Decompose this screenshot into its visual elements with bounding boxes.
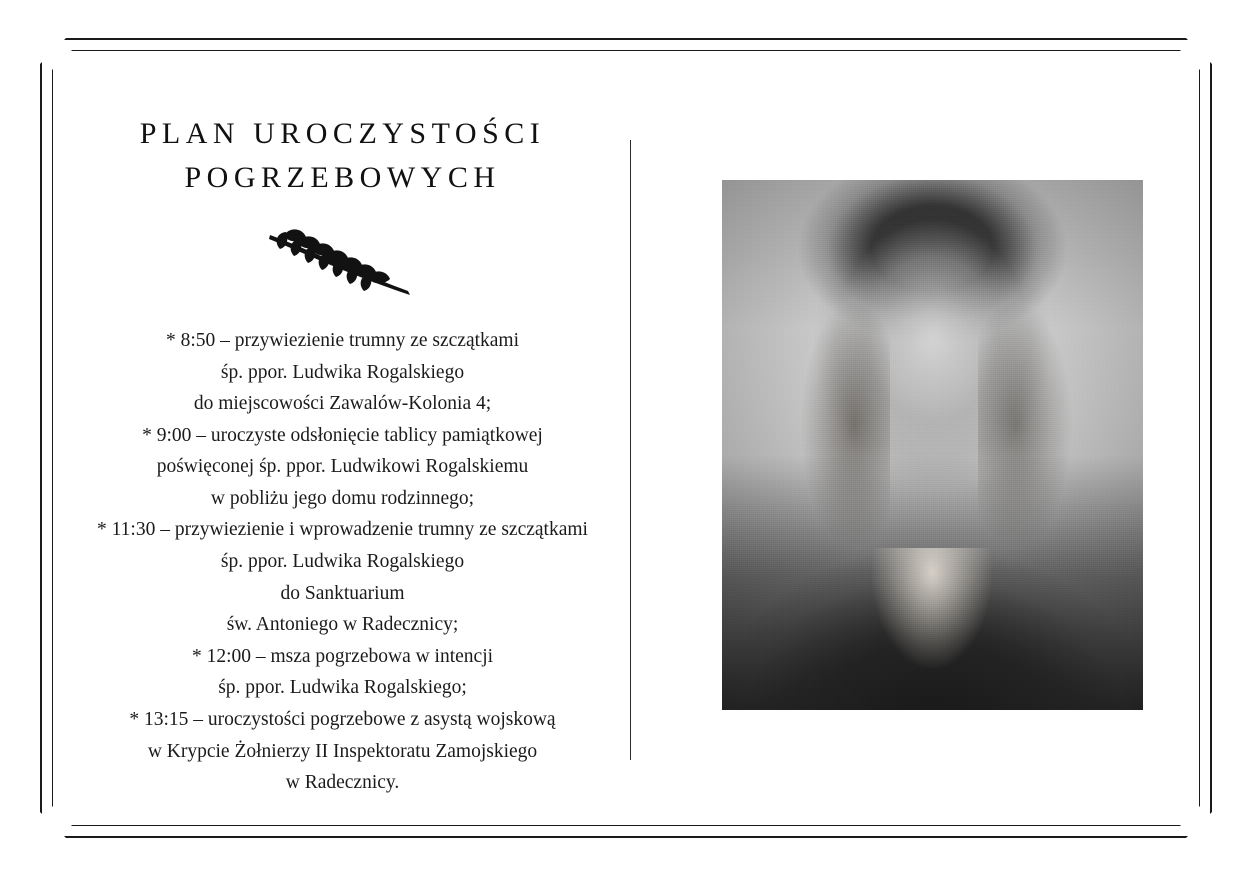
vertical-divider: [630, 140, 631, 760]
program-text-column: [70, 112, 615, 799]
schedule-line: do miejscowości Zawalów-Kolonia 4;: [193, 393, 492, 415]
schedule-line: * 9:00 – uroczyste odsłonięcie tablicy pamiątkowej: [142, 424, 543, 446]
schedule-line: w Radecznicy.: [285, 772, 400, 794]
page-title-line-1: PLAN UROCZYSTOŚCI: [139, 117, 546, 150]
schedule-line: śp. ppor. Ludwika Rogalskiego: [220, 551, 465, 573]
schedule-line: * 11:30 – przywiezienie i wprowadzenie trumny ze szczątkami: [97, 519, 588, 541]
laurel-branch-icon: [258, 225, 428, 303]
schedule-line: poświęconej śp. ppor. Ludwikowi Rogalskiemu: [156, 456, 529, 478]
schedule-line: św. Antoniego w Radecznicy;: [226, 614, 459, 636]
page-title-line-2: POGRZEBOWYCH: [184, 160, 501, 194]
schedule-line: do Sanktuarium: [280, 582, 405, 604]
schedule-line: śp. ppor. Ludwika Rogalskiego;: [218, 677, 467, 699]
schedule-line: * 13:15 – uroczystości pogrzebowe z asystą wojskową: [129, 708, 556, 730]
schedule-list: [70, 325, 615, 799]
page-title: [70, 112, 615, 199]
portrait-photograph: [722, 180, 1143, 710]
schedule-line: w Krypcie Żołnierzy II Inspektoratu Zamojskiego: [147, 740, 538, 762]
schedule-line: w pobliżu jego domu rodzinnego;: [210, 487, 475, 509]
schedule-line: * 12:00 – msza pogrzebowa w intencji: [191, 645, 494, 667]
schedule-line: * 8:50 – przywiezienie trumny ze szczątkami: [165, 330, 520, 351]
portrait-vignette-overlay: [722, 180, 1143, 710]
schedule-line: śp. ppor. Ludwika Rogalskiego: [220, 361, 465, 383]
